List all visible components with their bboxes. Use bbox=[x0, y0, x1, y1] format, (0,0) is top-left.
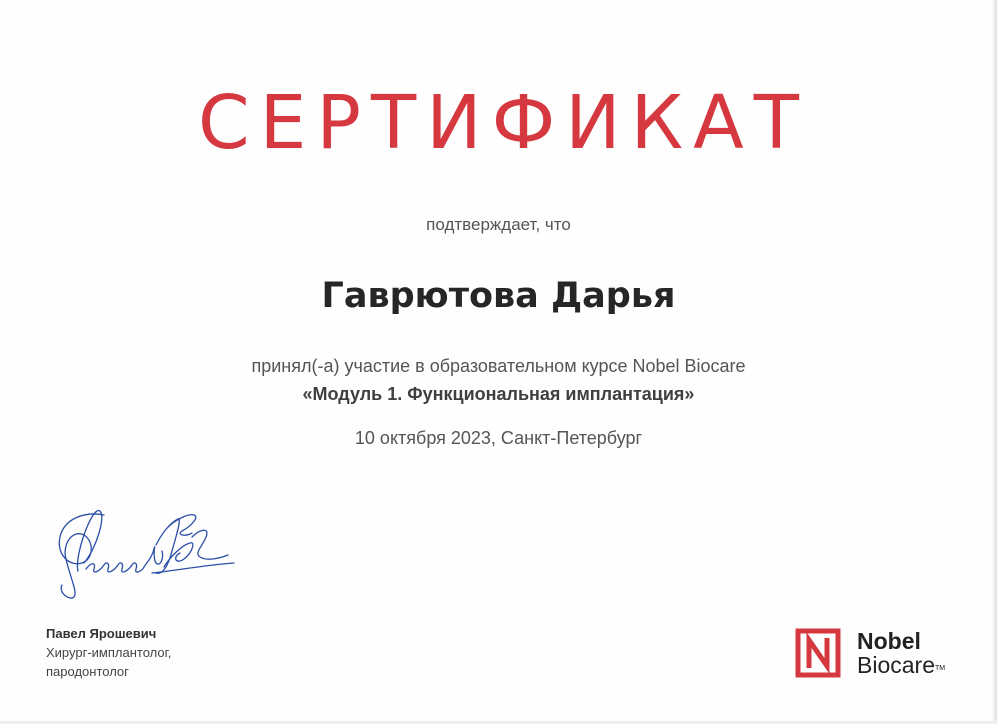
signer-name: Павел Ярошевич bbox=[46, 626, 157, 641]
nobel-biocare-logo bbox=[795, 626, 965, 682]
signer-block bbox=[46, 624, 171, 681]
certificate-title: СЕРТИФИКАТ bbox=[197, 80, 810, 166]
logo-wordmark bbox=[857, 629, 945, 677]
signer-role-2: пародонтолог bbox=[46, 664, 129, 679]
signer-role-1: Хирург-имплантолог, bbox=[46, 645, 172, 660]
participation-text: принял(-а) участие в образовательном курсе Nobel Biocare bbox=[251, 356, 746, 376]
date-place: 10 октября 2023, Санкт-Петербург bbox=[354, 428, 643, 448]
logo-word-biocare-text: Biocare bbox=[857, 652, 935, 678]
trademark-mark: TM bbox=[934, 665, 946, 672]
course-title: «Модуль 1. Функциональная имплантация» bbox=[302, 384, 695, 404]
signature-image bbox=[44, 497, 244, 607]
logo-word-biocare bbox=[857, 653, 945, 677]
recipient-name: Гаврютова Дарья bbox=[321, 276, 676, 316]
nobel-n-mark-icon bbox=[795, 628, 841, 678]
confirms-text: подтверждает, что bbox=[426, 215, 571, 234]
logo-word-nobel: Nobel bbox=[857, 628, 921, 654]
